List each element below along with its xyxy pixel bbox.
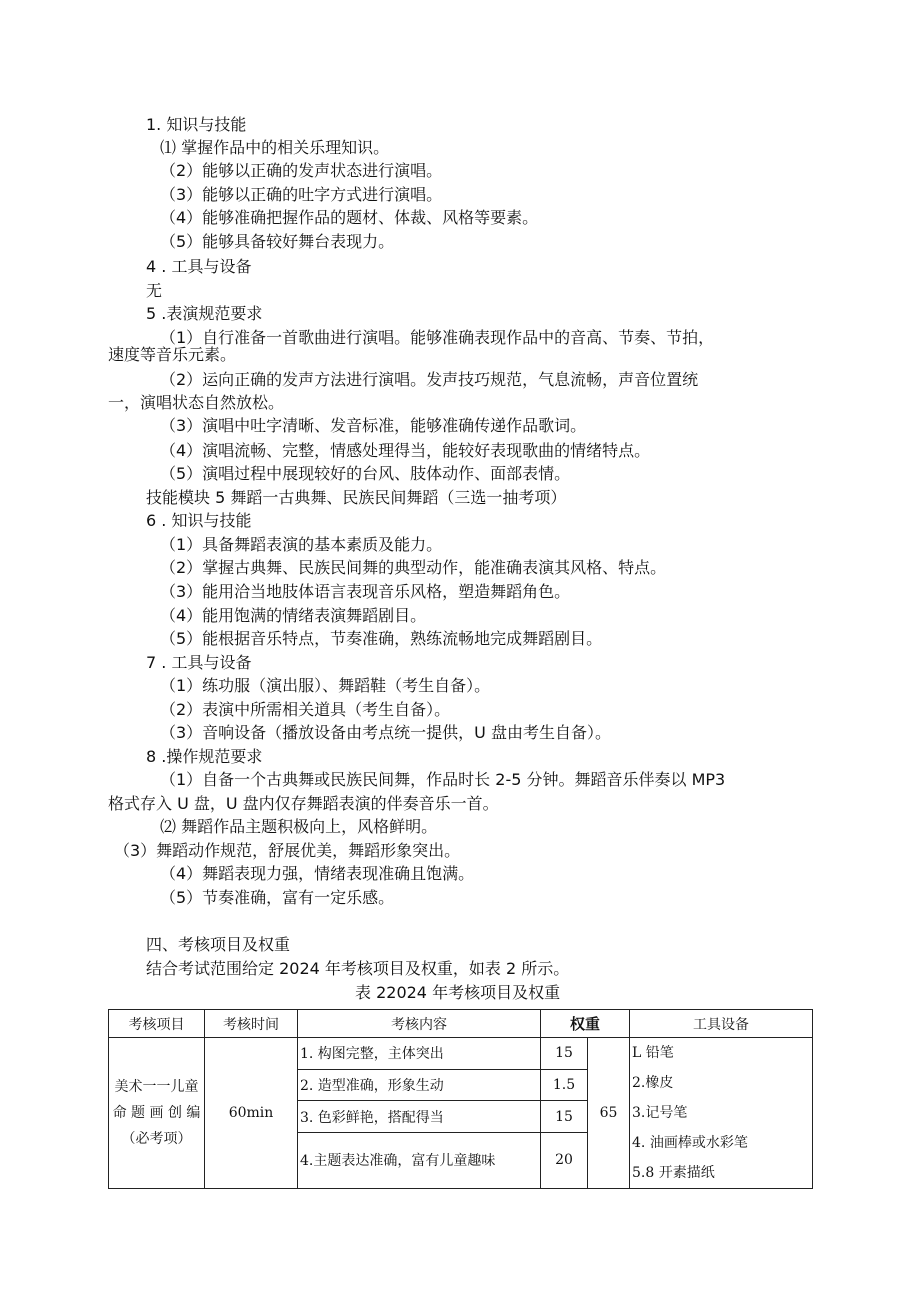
text-line: （2）运向正确的发声方法进行演唱。发声技巧规范，气息流畅，声音位置统 [160,370,699,389]
text-line: （5）演唱过程中展现较好的台风、肢体动作、面部表情。 [160,464,571,483]
subject-line: 命 题 画 创 编 [112,1105,201,1121]
table-caption: 表 22024 年考核项目及权重 [355,983,561,1002]
text-line: （2）能够以正确的发声状态进行演唱。 [160,161,443,180]
subject-line: 美术一一儿童 [114,1079,199,1095]
tool-item: 5.8 开素描纸 [632,1165,715,1181]
text-line: 无 [146,281,163,300]
module-heading: 技能模块 5 舞蹈一古典舞、民族民间舞蹈（三选一抽考项） [146,488,567,507]
section-heading: 5 .表演规范要求 [146,304,263,323]
section-heading: 8 .操作规范要求 [146,747,263,766]
tools-cell [630,1038,813,1189]
text-line: （1）自行准备一首歌曲进行演唱。能够准确表现作品中的音高、节奏、节拍， [160,328,715,347]
table-row [109,1038,813,1070]
text-line: 一，演唱状态自然放松。 [108,393,285,412]
text-line: （3）能用洽当地肢体语言表现音乐风格，塑造舞蹈角色。 [160,582,571,601]
text-line: （5）能根据音乐特点，节奏准确，熟练流畅地完成舞蹈剧目。 [160,629,603,648]
text-line: 速度等音乐元素。 [108,345,237,364]
text-line: 格式存入 U 盘，U 盘内仅存舞蹈表演的伴奏音乐一首。 [108,794,499,813]
tool-item: 3.记号笔 [632,1105,688,1121]
assessment-table [108,1009,813,1189]
content-cell: 3. 色彩鲜艳，搭配得当 [298,1101,541,1133]
weight-cell: 1.5 [541,1069,588,1101]
text-line: （3）能够以正确的吐字方式进行演唱。 [160,185,443,204]
header-item: 考核项目 [109,1010,205,1038]
header-weight: 权重 [541,1010,630,1038]
section-heading: 4 . 工具与设备 [146,257,252,276]
text-line: （3）演唱中吐字清晰、发音标准，能够准确传递作品歌词。 [160,416,587,435]
table-header-row [109,1010,813,1038]
section-heading: 1. 知识与技能 [146,115,247,134]
subject-cell [109,1038,205,1189]
text-line: （2）掌握古典舞、民族民间舞的典型动作，能准确表演其风格、特点。 [160,558,667,577]
text-line: （4）能用饱满的情绪表演舞蹈剧目。 [160,606,427,625]
time-cell: 60min [205,1038,298,1189]
text-line: （5）能够具备较好舞台表现力。 [160,232,395,251]
text-line: （2）表演中所需相关道具（考生自备）。 [160,700,451,719]
text-line: （1）自备一个古典舞或民族民间舞，作品时长 2-5 分钟。舞蹈音乐伴奏以 MP3 [160,770,726,789]
subject-line: （必考项） [121,1131,192,1147]
header-content: 考核内容 [298,1010,541,1038]
text-line: （4）演唱流畅、完整，情感处理得当，能较好表现歌曲的情绪特点。 [160,441,651,460]
weight-cell: 15 [541,1101,588,1133]
header-time: 考核时间 [205,1010,298,1038]
content-cell: 2. 造型准确，形象生动 [298,1069,541,1101]
content-cell: 1. 构图完整，主体突出 [298,1038,541,1070]
section-heading: 四、考核项目及权重 [146,935,291,954]
text-line: （3）舞蹈动作规范，舒展优美，舞蹈形象突出。 [114,841,461,860]
text-line: 结合考试范围给定 2024 年考核项目及权重，如表 2 所示。 [146,959,570,978]
text-line: （4）能够准确把握作品的题材、体裁、风格等要素。 [160,208,539,227]
text-line: （5）节奏准确，富有一定乐感。 [160,888,395,907]
text-line: （1）练功服（演出服）、舞蹈鞋（考生自备）。 [160,676,491,695]
text-line: （4）舞蹈表现力强，情绪表现准确且饱满。 [160,864,475,883]
text-line: ⑴ 掌握作品中的相关乐理知识。 [160,138,390,157]
weight-cell: 20 [541,1132,588,1188]
tool-item: 4. 油画棒或水彩笔 [632,1135,748,1151]
section-heading: 7 . 工具与设备 [146,653,252,672]
weight-cell: 15 [541,1038,588,1070]
section-heading: 6 . 知识与技能 [146,511,252,530]
total-weight-cell: 65 [588,1038,630,1189]
header-tools: 工具设备 [630,1010,813,1038]
text-line: ⑵ 舞蹈作品主题积极向上，风格鲜明。 [160,817,438,836]
content-cell: 4.主题表达准确，富有儿童趣味 [298,1132,541,1188]
text-line: （1）具备舞蹈表演的基本素质及能力。 [160,535,443,554]
tool-item: L 铅笔 [632,1045,674,1061]
text-line: （3）音响设备（播放设备由考点统一提供，U 盘由考生自备）。 [160,723,611,742]
tool-item: 2.橡皮 [632,1075,674,1091]
